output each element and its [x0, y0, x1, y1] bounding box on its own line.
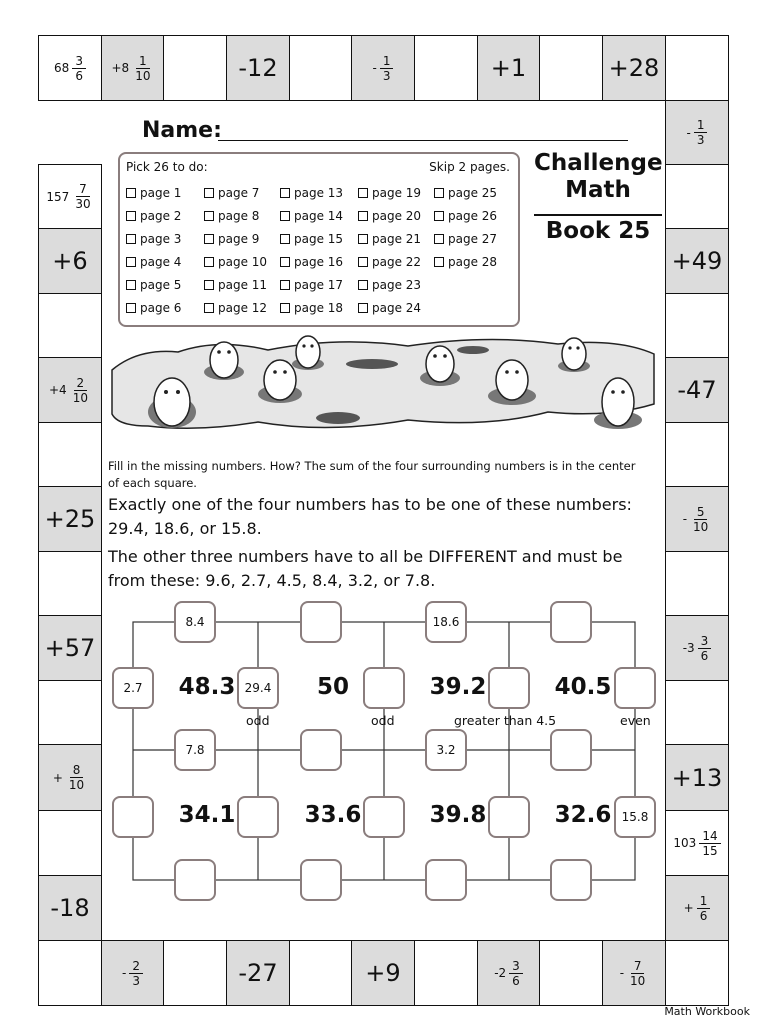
fraction-denominator: 30: [75, 197, 91, 211]
square-note: odd: [371, 713, 395, 728]
fraction-denominator: 6: [699, 908, 708, 923]
fraction-whole: -3: [682, 641, 695, 655]
page-label: page 26: [448, 209, 498, 223]
fraction-denominator: 6: [75, 68, 83, 83]
page-label: page 28: [448, 255, 498, 269]
fraction-numerator: 14: [699, 829, 720, 844]
square-sum: 34.1: [178, 802, 236, 828]
fraction-denominator: 3: [132, 973, 140, 988]
instructions-small: Fill in the missing numbers. How? The sum of the four surrounding numbers is in the center of each square.: [108, 459, 636, 490]
side-edge-box: 2.7: [112, 667, 154, 709]
fraction-whole: +: [52, 770, 63, 785]
fraction-whole: -: [682, 512, 688, 526]
fraction-denominator: 3: [696, 133, 705, 147]
square-sum: 33.6: [304, 802, 362, 828]
fraction-numerator: 1: [136, 54, 150, 69]
page-label: page 7: [218, 186, 260, 200]
fraction-whole: 157: [46, 189, 70, 204]
square-note: greater than 4.5: [454, 713, 557, 728]
top-edge-box[interactable]: [300, 601, 342, 643]
fraction-numerator: 1: [380, 54, 394, 69]
fraction-whole: -: [619, 966, 625, 980]
square-sum: 32.6: [554, 802, 612, 828]
title-line-1: Challenge: [534, 150, 663, 176]
middle-edge-box: 7.8: [174, 729, 216, 771]
page-label: page 22: [372, 255, 422, 269]
page-label: page 11: [218, 278, 268, 292]
instruction-line-3: The other three numbers have to all be DIFFERENT and must be: [108, 547, 623, 566]
page-label: page 19: [372, 186, 422, 200]
fraction-denominator: 10: [72, 390, 88, 405]
fraction-whole: -2: [494, 966, 507, 980]
page-label: page 24: [372, 301, 422, 315]
border-left-cell: -18: [38, 875, 102, 941]
page-label: page 13: [294, 186, 344, 200]
square-sum: 50: [316, 674, 349, 700]
border-left-cell: +25: [38, 486, 102, 552]
bottom-edge-box[interactable]: [174, 859, 216, 901]
page-label: page 12: [218, 301, 268, 315]
page-label: page 3: [140, 232, 182, 246]
instruction-line-2: 29.4, 18.6, or 15.8.: [108, 519, 262, 538]
border-top-cell: +1: [477, 35, 540, 101]
fraction-numerator: 8: [70, 763, 84, 778]
page-label: page 6: [140, 301, 182, 315]
skip-heading: Skip 2 pages.: [429, 160, 510, 174]
page-label: page 21: [372, 232, 422, 246]
fraction-whole: +4: [49, 383, 67, 397]
page-label: page 20: [372, 209, 422, 223]
page-label: page 17: [294, 278, 344, 292]
page-label: page 2: [140, 209, 182, 223]
square-sum: 40.5: [554, 674, 612, 700]
bottom-edge-box[interactable]: [425, 859, 467, 901]
fraction-whole: -: [122, 966, 127, 980]
page-label: page 4: [140, 255, 182, 269]
pick-heading: Pick 26 to do:: [126, 160, 208, 174]
square-note: odd: [246, 713, 270, 728]
border-top-cell: +28: [602, 35, 666, 101]
fraction-denominator: 3: [382, 68, 391, 83]
fraction-denominator: 10: [135, 68, 151, 83]
fraction-numerator: 7: [76, 182, 90, 197]
fraction-numerator: 2: [74, 376, 88, 391]
top-edge-box: 8.4: [174, 601, 216, 643]
page-label: page 23: [372, 278, 422, 292]
title-line-2: Math: [565, 177, 631, 203]
footer: Math Workbook: [664, 1005, 750, 1018]
fraction-numerator: 7: [631, 959, 645, 974]
page-label: page 15: [294, 232, 344, 246]
page-label: page 16: [294, 255, 344, 269]
middle-edge-box: 3.2: [425, 729, 467, 771]
side-edge-box: 29.4: [237, 667, 279, 709]
square-sum: 39.8: [429, 802, 487, 828]
fraction-numerator: 2: [129, 959, 143, 974]
page-label: page 10: [218, 255, 268, 269]
square-sum: 39.2: [429, 674, 487, 700]
page-label: page 18: [294, 301, 344, 315]
fraction-whole: +: [683, 901, 694, 915]
instruction-line-4: from these: 9.6, 2.7, 4.5, 8.4, 3.2, or 7.8.: [108, 571, 436, 590]
fraction-whole: +8: [111, 61, 130, 75]
fraction-numerator: 5: [694, 505, 708, 520]
bottom-edge-box[interactable]: [300, 859, 342, 901]
fraction-whole: 103: [673, 836, 697, 850]
page-label: page 9: [218, 232, 260, 246]
top-edge-box: 18.6: [425, 601, 467, 643]
fraction-whole: -: [686, 125, 691, 140]
bottom-edge-box[interactable]: [550, 859, 592, 901]
fraction-whole: -: [372, 61, 377, 75]
border-right-cell: +13: [665, 744, 729, 811]
fraction-numerator: 3: [72, 54, 86, 69]
page-label: page 27: [448, 232, 498, 246]
book-number: Book 25: [534, 214, 662, 244]
border-left-cell: +57: [38, 615, 102, 681]
border-right-cell: +49: [665, 228, 729, 294]
side-edge-box[interactable]: [112, 796, 154, 838]
fraction-denominator: 10: [68, 778, 85, 792]
fraction-denominator: 10: [630, 973, 646, 988]
page-label: page 1: [140, 186, 182, 200]
square-sum: 48.3: [178, 674, 236, 700]
fraction-numerator: 3: [509, 959, 523, 974]
border-bottom-cell: -27: [226, 940, 290, 1006]
page-label: page 5: [140, 278, 182, 292]
middle-edge-box[interactable]: [300, 729, 342, 771]
square-note: even: [620, 713, 651, 728]
fraction-denominator: 6: [700, 648, 709, 663]
side-edge-box: 15.8: [614, 796, 656, 838]
fraction-numerator: 1: [694, 118, 708, 133]
fraction-whole: 68: [54, 61, 70, 75]
border-left-cell: +6: [38, 228, 102, 294]
name-label: Name:: [142, 118, 222, 143]
page-label: page 8: [218, 209, 260, 223]
border-bottom-cell: +9: [351, 940, 415, 1006]
fraction-denominator: 10: [693, 519, 709, 534]
border-right-cell: -47: [665, 357, 729, 423]
top-edge-box[interactable]: [550, 601, 592, 643]
middle-edge-box[interactable]: [550, 729, 592, 771]
fraction-denominator: 15: [702, 843, 718, 858]
fraction-numerator: 3: [698, 634, 712, 649]
fraction-numerator: 1: [697, 894, 711, 909]
page-label: page 14: [294, 209, 344, 223]
instruction-line-1: Exactly one of the four numbers has to be one of these numbers:: [108, 495, 632, 514]
border-top-cell: -12: [226, 35, 290, 101]
fraction-denominator: 6: [512, 973, 520, 988]
page-label: page 25: [448, 186, 498, 200]
